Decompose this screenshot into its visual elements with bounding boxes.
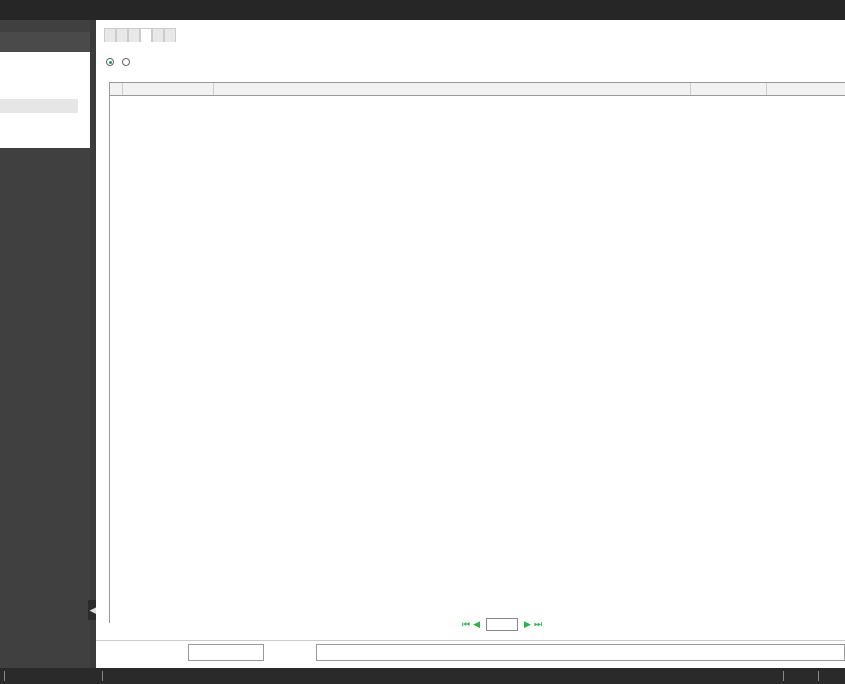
sidebar	[0, 20, 90, 668]
status-separator	[4, 671, 5, 681]
tab-bar	[104, 28, 176, 42]
column-header-ratio[interactable]	[690, 83, 766, 95]
column-header-risk[interactable]	[766, 83, 845, 95]
status-separator	[783, 671, 784, 681]
tab-eingabe-der-bewertung[interactable]	[104, 28, 116, 42]
radio-all[interactable]	[106, 58, 114, 66]
sidebar-header	[0, 32, 90, 52]
status-bar	[0, 668, 845, 684]
measures-grid	[109, 82, 845, 623]
radio-effective[interactable]	[122, 58, 130, 66]
tab-summative-evaluation[interactable]	[164, 28, 176, 42]
filter-options	[106, 57, 132, 66]
filter-all-option[interactable]	[106, 57, 116, 66]
column-header-measure[interactable]	[213, 83, 690, 95]
status-separator	[102, 671, 103, 681]
column-header-number[interactable]	[122, 83, 213, 95]
status-separator	[818, 671, 819, 681]
main-panel	[96, 20, 845, 668]
new-number-input[interactable]	[188, 644, 264, 661]
sidebar-subpanel	[0, 52, 90, 148]
tab-ueber-durchfuehrung-entscheiden[interactable]	[140, 28, 152, 42]
next-page-icon[interactable]: ▶	[524, 619, 531, 629]
tab-massnahmen-einschaetzen[interactable]	[128, 28, 140, 42]
tab-graph-anzeigen[interactable]	[116, 28, 128, 42]
column-header-expand	[110, 83, 122, 95]
first-page-icon[interactable]: ⏮	[462, 619, 471, 629]
measure-input[interactable]	[316, 644, 845, 661]
collapse-sidebar-button[interactable]: ◀	[88, 600, 98, 620]
sidebar-sub-item-selected[interactable]	[0, 99, 78, 113]
tab-formative-evaluation[interactable]	[152, 28, 164, 42]
last-page-icon[interactable]: ⏭	[533, 619, 543, 629]
prev-page-icon[interactable]: ◀	[473, 619, 481, 629]
window-title	[0, 0, 845, 20]
page-number-input[interactable]	[486, 618, 518, 631]
filter-effective-option[interactable]	[122, 57, 132, 66]
pager	[462, 618, 542, 631]
new-measure-form	[96, 640, 845, 668]
